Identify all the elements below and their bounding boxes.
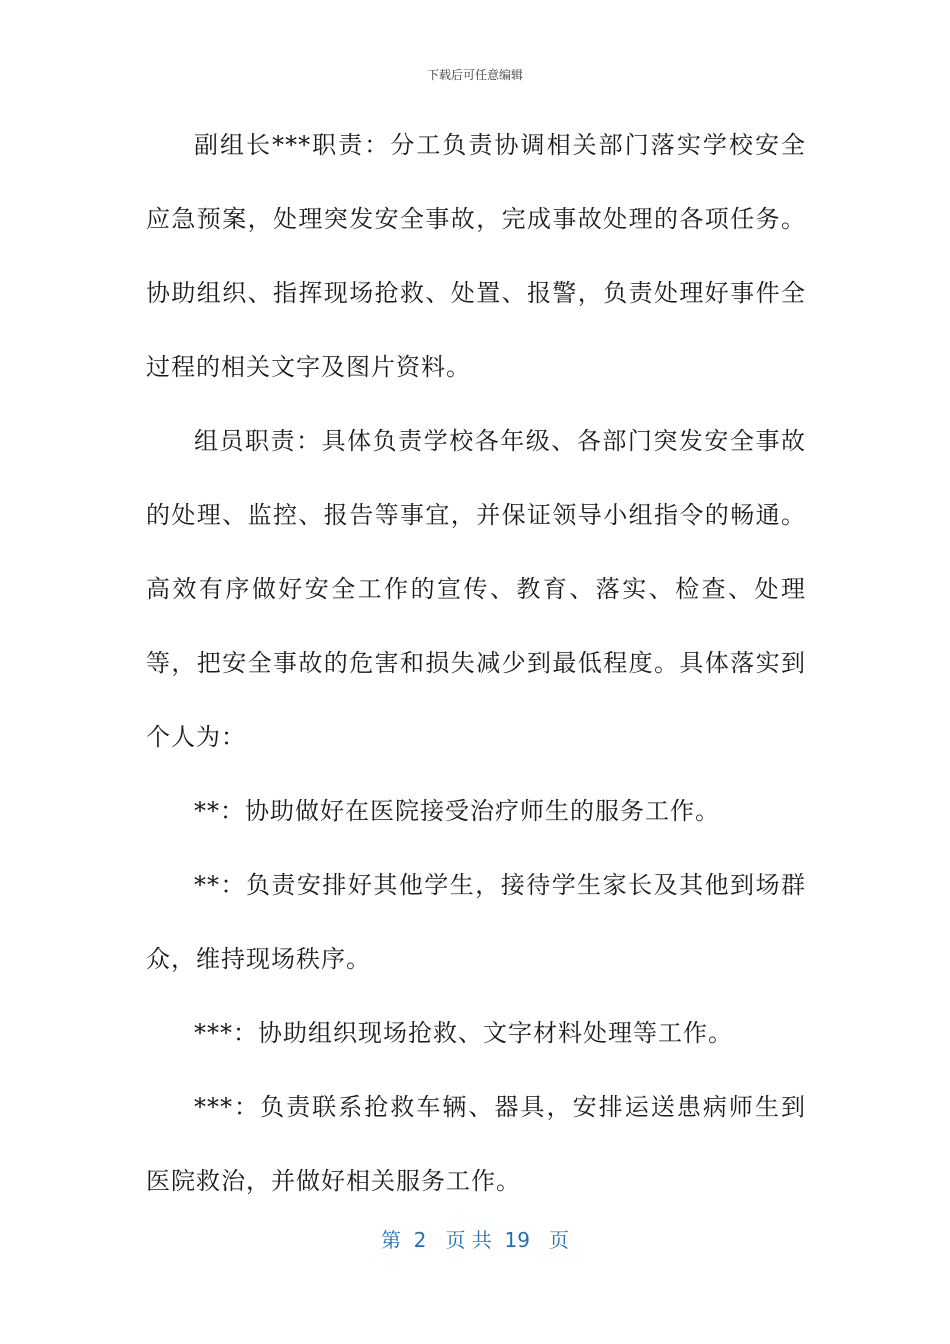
paragraph-deputy-leader-duties: 副组长***职责：分工负责协调相关部门落实学校安全应急预案，处理突发安全事故，完成事故处理的各项任务。协助组织、指挥现场抢救、处置、报警，负责处理好事件全过程的相关文字及图片资料。 (146, 131, 806, 381)
page-number-footer: 第 2 页 共 19 页 (380, 1228, 570, 1252)
document-body (146, 108, 806, 1218)
paragraph-assignment-3: ***：协助组织现场抢救、文字材料处理等工作。 (194, 1019, 733, 1047)
paragraph-assignment-2: **：负责安排好其他学生，接待学生家长及其他到场群众，维持现场秩序。 (146, 871, 806, 973)
paragraph-assignment-4: ***：负责联系抢救车辆、器具，安排运送患病师生到医院救治，并做好相关服务工作。 (146, 1093, 806, 1195)
paragraph-member-duties: 组员职责：具体负责学校各年级、各部门突发安全事故的处理、监控、报告等事宜，并保证领导小组指令的畅通。高效有序做好安全工作的宣传、教育、落实、检查、处理等，把安全事故的危害和损失减少到最低程度。具体落实到个人为： (146, 427, 806, 751)
paragraph-assignment-1: **：协助做好在医院接受治疗师生的服务工作。 (194, 797, 720, 825)
page-header: 下载后可任意编辑 (426, 68, 523, 82)
